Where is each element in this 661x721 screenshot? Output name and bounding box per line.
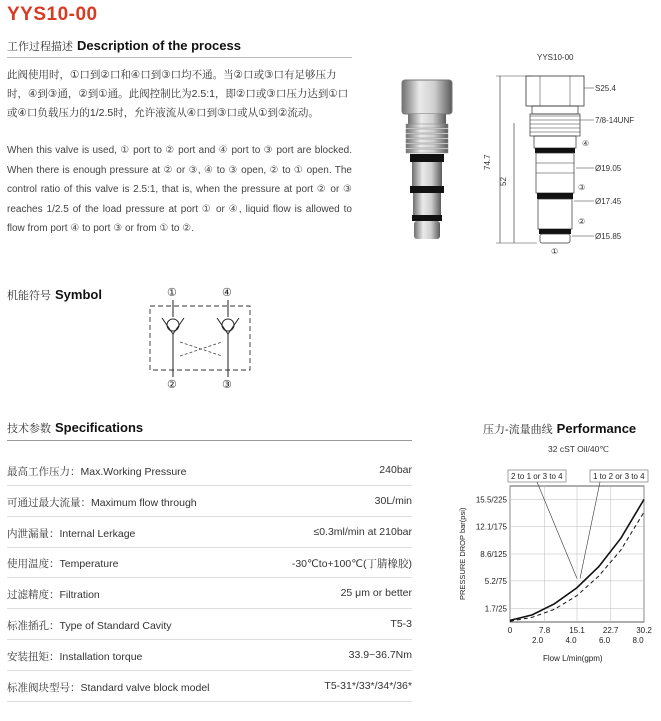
spec-label (7, 526, 135, 541)
model-title: YYS10-00 (7, 4, 98, 25)
spec-label (7, 464, 187, 479)
symbol-heading-en: Symbol (55, 287, 102, 302)
spec-label-zh: 内泄漏量： (7, 527, 60, 540)
specs-heading-en: Specifications (55, 420, 144, 435)
legend-label-2: 1 to 2 or 3 to 4 (593, 472, 645, 481)
legend-leader-2 (580, 482, 600, 579)
spec-label (7, 618, 172, 633)
dim-d1: Ø19.05 (595, 164, 622, 173)
spec-label-en: Max.Working Pressure (80, 466, 187, 478)
spec-label-zh: 标准插孔： (7, 620, 60, 632)
spec-value: T5-31*/33*/34*/36* (324, 679, 412, 692)
dim-hex: S25.4 (595, 84, 616, 93)
spec-row (7, 547, 412, 578)
dimension-drawing (482, 48, 657, 258)
spec-row (7, 671, 412, 702)
performance-chart (440, 440, 660, 665)
legend-label-1: 2 to 1 or 3 to 4 (511, 472, 563, 481)
spec-row (7, 578, 412, 609)
chart-ytick-label: 8.6/125 (480, 550, 507, 559)
spec-label-en: Temperature (59, 558, 119, 571)
performance-heading (483, 421, 636, 437)
chart-xtick-label: 15.1 (569, 626, 585, 635)
description-heading (7, 38, 241, 54)
drawing-port-2: ② (578, 217, 586, 226)
spec-label-en: Internal Lerkage (59, 527, 136, 540)
inner-length-dim: 52 (499, 177, 508, 186)
spec-label-zh: 最高工作压力： (7, 466, 81, 478)
specs-heading-zh: 技术参数 (7, 423, 51, 435)
drawing-port-4: ④ (582, 139, 590, 148)
spec-value: ≤0.3ml/min at 210bar (313, 525, 412, 538)
description-heading-en: Description of the process (77, 38, 241, 53)
spec-label-en: Filtration (59, 589, 100, 602)
spec-label-zh: 过滤精度： (7, 589, 60, 602)
drawing-title: YYS10-00 (537, 53, 574, 62)
chart-xtick-label: 7.8 (539, 626, 551, 635)
spec-label-zh: 使用温度： (7, 558, 60, 571)
spec-value: T5-3 (390, 618, 412, 630)
spec-label-en: Maximum flow through (91, 496, 197, 509)
chart-xtick-gpm-label: 2.0 (531, 636, 544, 645)
spec-row (7, 609, 412, 640)
chart-xtick-gpm-label: 6.0 (598, 636, 611, 645)
specs-divider (7, 440, 412, 441)
symbol-port-1: ① (167, 287, 177, 299)
spec-value: 30L/min (374, 494, 412, 507)
spec-label (7, 680, 210, 695)
symbol-port-4: ④ (222, 287, 232, 299)
chart-xtick-label: 22.7 (602, 626, 619, 635)
spec-label-zh: 可通过最大流量： (7, 496, 91, 509)
drawing-port-1: ① (551, 247, 559, 256)
dim-thread: 7/8-14UNF (595, 116, 635, 125)
chart-ytick-label: 15.5/225 (475, 495, 507, 505)
spec-label-zh: 标准阀块型号： (7, 681, 81, 694)
spec-value: -30℃to+100℃(丁腈橡胶) (291, 558, 412, 571)
overall-length-dim: 74.7 (483, 154, 492, 170)
legend-leader-1 (537, 482, 577, 579)
hydraulic-symbol (140, 282, 265, 392)
spec-row (7, 517, 412, 548)
spec-label-en: Standard valve block model (80, 681, 210, 694)
chart-ytick-label: 12.1/175 (475, 522, 507, 532)
description-text-zh: 此阀使用时，①口到②口和④口到③口均不通。当②口或③口有足够压力时，④到③通，②到①通。此阀控制比为2.5:1，即②口或③口压力达到①口或④口负载压力的1/2.5时，允许液流从④口到③口或从①到②流动。 (7, 69, 349, 119)
spec-row (7, 486, 412, 517)
spec-label (7, 556, 118, 571)
description-heading-zh: 工作过程描述 (7, 41, 73, 53)
chart-oil-note: 32 cST Oil/40℃ (548, 444, 609, 454)
valve-photo (392, 72, 467, 247)
spec-row (7, 640, 412, 671)
chart-xtick-gpm-label: 4.0 (565, 636, 577, 645)
chart-xtick-label: 30.2 (636, 626, 652, 635)
dim-d3: Ø15.85 (595, 232, 622, 241)
chart-ylabel: PRESSURE DROP bar(psi) (458, 507, 467, 600)
chart-xtick-gpm-label: 8.0 (632, 636, 644, 645)
symbol-heading (7, 287, 102, 303)
spec-value: 33.9~36.7Nm (348, 648, 412, 661)
spec-label (7, 649, 142, 664)
drawing-port-3: ③ (578, 183, 586, 192)
spec-value: 240bar (379, 464, 412, 476)
spec-label-en: Installation torque (59, 650, 143, 663)
spec-label-zh: 安装扭矩： (7, 650, 60, 663)
spec-label-en: Type of Standard Cavity (59, 620, 172, 632)
performance-heading-en: Performance (556, 421, 637, 436)
symbol-port-2: ② (167, 379, 177, 391)
chart-ytick-label: 1.7/25 (484, 604, 507, 614)
dim-d2: Ø17.45 (595, 197, 622, 206)
performance-heading-zh: 压力-流量曲线 (483, 424, 553, 436)
specs-heading (7, 420, 143, 436)
spec-label (7, 495, 197, 510)
description-divider (7, 57, 352, 58)
symbol-heading-zh: 机能符号 (7, 290, 51, 302)
description-text-en: When this valve is used, ① port to ② port and ④ port to ③ port are blocked. When there is enough pressure at ② or ③, ④ to ③ open, ② to ① open. The control ratio of this valve is 2.5:1, that is, when the pressure at port ② or ③ reaches 1/2.5 of the load pressure at port ① or ④, liquid flow is allowed to flow from port ④ to port ③ or from ① to ②. (7, 145, 352, 234)
chart-xlabel: Flow L/min(gpm) (543, 654, 603, 663)
spec-label (7, 587, 100, 602)
chart-ytick-label: 5.2/75 (484, 576, 507, 586)
spec-value: 25 μm or better (340, 587, 412, 600)
chart-xtick-label: 0 (507, 626, 513, 635)
spec-row (7, 455, 412, 486)
symbol-port-3: ③ (222, 379, 232, 391)
